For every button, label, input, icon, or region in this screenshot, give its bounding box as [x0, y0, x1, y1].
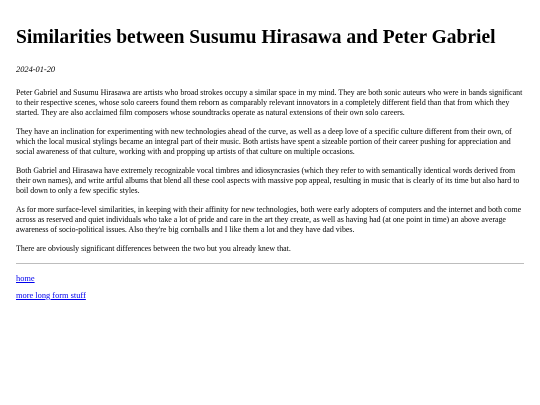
- home-link[interactable]: home: [16, 274, 35, 283]
- article-paragraph: Both Gabriel and Hirasawa have extremely recognizable vocal timbres and idiosyncrasies (which they refer to with semantically identical words derived from their own names), and write artful albums that blend all these cool aspects with massive pop appeal, resulting in music that is clearly of its time but also hard to boil down to only a few specific styles.: [16, 166, 520, 195]
- article-paragraph: As for more surface-level similarities, in keeping with their affinity for new technologies, both were early adopters of computers and the internet and both come across as reserved and quiet individuals who take a lot of pride and care in the art they create, as well as having had (at one point in time) an above average awareness of socio-political issues. Also they're big cornballs and I like them a lot and they have dad vibes.: [16, 205, 522, 234]
- page-title: Similarities between Susumu Hirasawa and Peter Gabriel: [16, 27, 496, 48]
- article-paragraph: Peter Gabriel and Susumu Hirasawa are artists who broad strokes occupy a similar space in my mind. They are both sonic auteurs who were in bands significant to their respective scenes, whose solo careers found them reborn as comparably relevant innovators in a completely different field than that from which they started. They are also acclaimed film composers whose soundtracks operate as natural extensions of their own solo careers.: [16, 88, 523, 117]
- article-body: [16, 88, 524, 254]
- more-long-form-link[interactable]: more long form stuff: [16, 291, 86, 300]
- divider: [16, 263, 524, 264]
- post-date: 2024-01-20: [16, 65, 56, 74]
- article-paragraph: There are obviously significant differences between the two but you already knew that.: [16, 244, 291, 253]
- article-paragraph: They have an inclination for experimenting with new technologies ahead of the curve, as well as a deep love of a specific culture different from their own, of which the local musical stylings became an integral part of their music. Both artists have spent a sizeable portion of their career pushing for appreciation and social awareness of that culture, working with and propping up artists of that culture on multiple occasions.: [16, 127, 512, 156]
